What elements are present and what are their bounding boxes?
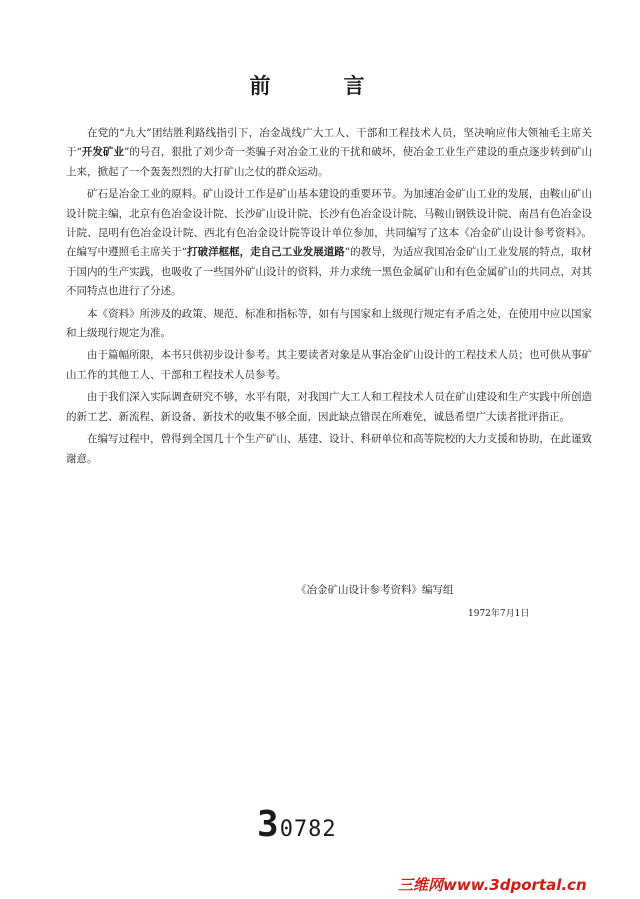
preface-body (66, 124, 592, 472)
stamp-digits: 0782 (279, 817, 337, 842)
paragraph-text: ”的教导，为适应我国冶金矿山工业发展的特点，取材于国内的生产实践，也吸收了一些国外矿山设计的资料，并力求统一黑色金属矿山和有色金属矿山的共同点，对其不同特点也进行了分述。 (66, 246, 593, 298)
paragraph-text: 矿石是冶金工业的原料。矿山设计工作是矿山基本建设的重要环节。为加速冶金矿山工业的发展，由鞍山矿山设计院主编，北京有色冶金设计院、长沙矿山设计院、长沙有色冶金设计院、马鞍山钢铁设计院、南昌有色冶金设计院、昆明有色冶金设计院、西北有色冶金设计院等设计单位参加，共同编写了这本《冶金矿山设计参考资料》。在编写中遵照毛主席关于“ (66, 188, 592, 259)
paragraph-text: ”的号召，狠批了刘少奇一类骗子对冶金工业的干扰和破坏，使冶金工业生产建设的重点逐步转到矿山上来，掀起了一个轰轰烈烈的大打矿山之仗的群众运动。 (66, 146, 592, 178)
accession-number-stamp (257, 804, 337, 845)
emphasis-quote: 打破洋框框，走自己工业发展道路 (187, 246, 345, 259)
paragraph-text: 本《资料》所涉及的政策、规范、标准和指标等，如有与国家和上级现行规定有矛盾之处，在使用中应以国家和上级现行规定为准。 (66, 307, 592, 340)
editorial-group-signature: 《冶金矿山设计参考资料》编写组 (296, 584, 454, 596)
emphasis-quote: 开发矿业 (81, 146, 124, 159)
paragraph-text: 在党的“九大”团结胜利路线指引下，冶金战线广大工人、干部和工程技术人员，坚决响应伟大领袖毛主席关于“ (66, 127, 592, 159)
preface-paragraph (66, 124, 592, 182)
paragraph-text: 由于我们深入实际调查研究不够，水平有限，对我国广大工人和工程技术人员在矿山建设和生产实践中所创造的新工艺、新流程、新设备、新技术的收集不够全面，因此缺点错误在所难免，诚恳希望广大读者批评指正。 (66, 391, 592, 423)
stamp-lead-digit: 3 (257, 804, 280, 845)
paragraph-text: 在编写过程中，曾得到全国几十个生产矿山、基建、设计、科研单位和高等院校的大力支援和协助，在此谨致谢意。 (66, 433, 592, 465)
preface-paragraph (66, 388, 592, 427)
page-title: 前 言 (249, 73, 391, 98)
paragraph-text: 由于篇幅所限，本书只供初步设计参考。其主要读者对象是从事冶金矿山设计的工程技术人员；也可供从事矿山工作的其他工人、干部和工程技术人员参考。 (66, 349, 592, 381)
preface-paragraph (66, 346, 592, 385)
preface-paragraph (66, 305, 592, 344)
preface-paragraph (66, 430, 592, 469)
preface-date: 1972年7月1日 (468, 609, 530, 619)
site-watermark: 三维网www.3dportal.cn (398, 876, 587, 894)
preface-paragraph (66, 185, 592, 301)
